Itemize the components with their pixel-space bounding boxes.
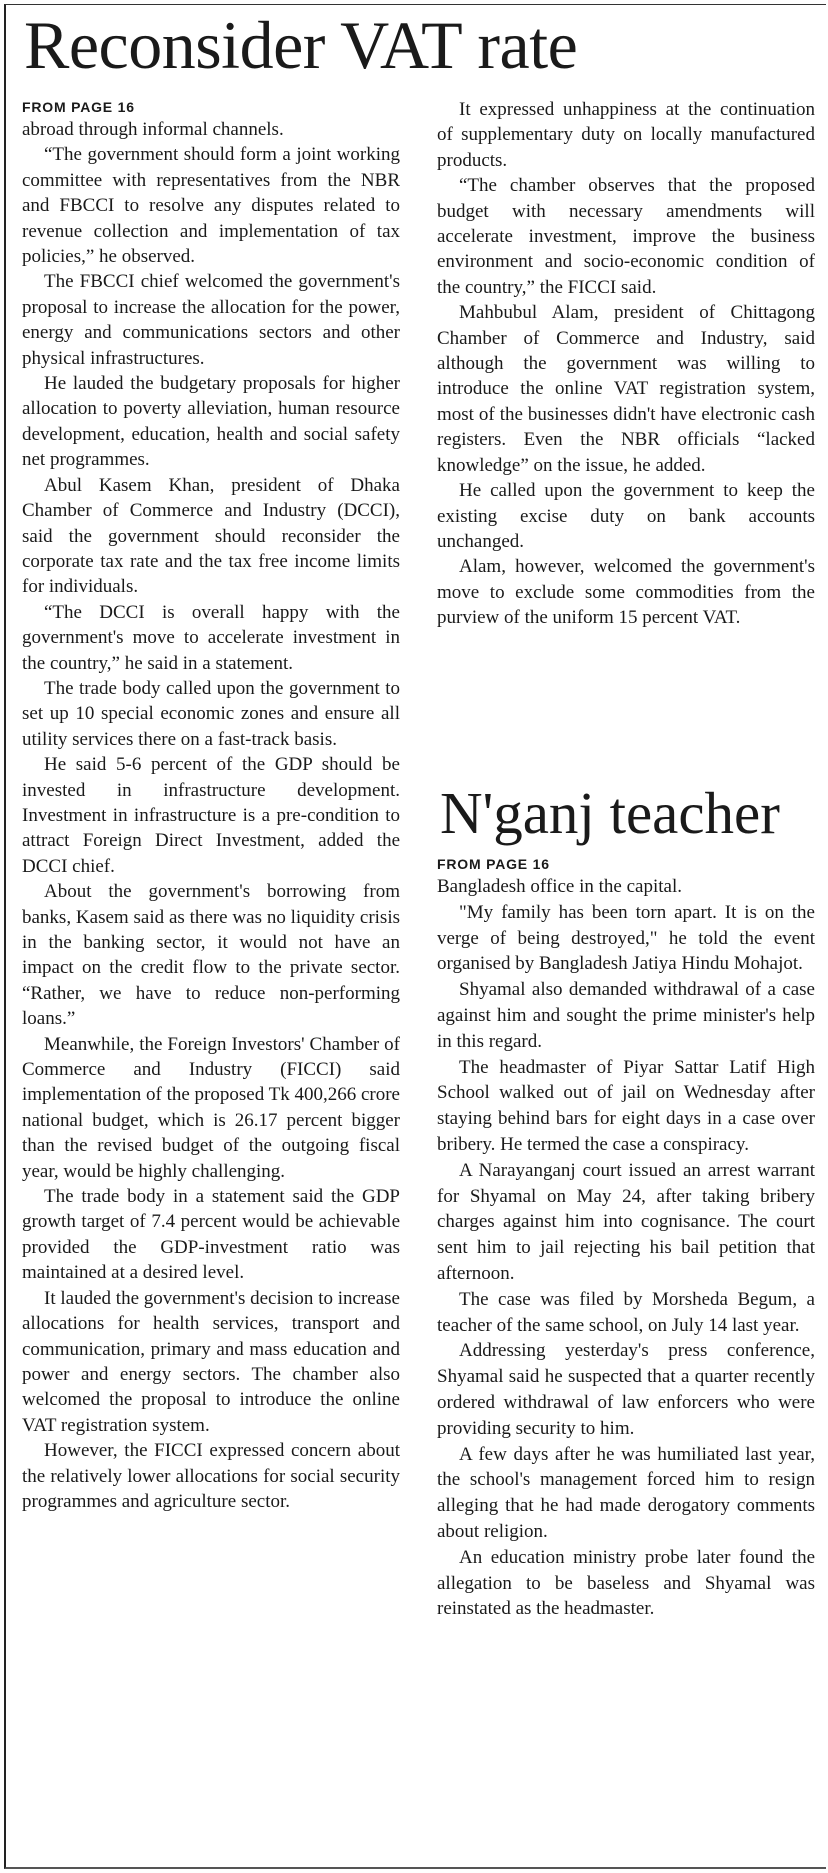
story1-paragraph: He said 5-6 percent of the GDP should be invested in infrastructure development. Investment in infrastructure is a pre-condition to attract Foreign Direct Investment, added the DCCI chief. [22,754,400,877]
story1-paragraph: Meanwhile, the Foreign Investors' Chamber of Commerce and Industry (FICCI) said implementation of the proposed Tk 400,266 crore national budget, which is 26.17 percent bigger than the revised budget of the outgoing fiscal year, would be highly challenging. [22,1033,400,1182]
story2-paragraph: The headmaster of Piyar Sattar Latif High School walked out of jail on Wednesday after staying behind bars for eight days in a case over bribery. He termed the case a conspiracy. [437,1056,815,1155]
story1-paragraph: “The DCCI is overall happy with the government's move to accelerate investment in the country,” he said in a statement. [22,601,400,674]
story2-paragraph: A few days after he was humiliated last year, the school's management forced him to resign alleging that he had made derogatory comments about religion. [437,1443,815,1542]
story2-paragraph: Shyamal also demanded withdrawal of a case against him and sought the prime minister's help in this regard. [437,979,815,1052]
story1-paragraph: The FBCCI chief welcomed the government's proposal to increase the allocation for the power, energy and communications sectors and other physical infrastructures. [22,271,400,369]
story2-headline: N'ganj teacher [440,780,780,846]
story2-column [437,855,815,1868]
story1-paragraph: Abul Kasem Khan, president of Dhaka Chamber of Commerce and Industry (DCCI), said the government should reconsider the corporate tax rate and the tax free income limits for individuals. [22,474,400,598]
story2-paragraph: Addressing yesterday's press conference, Shyamal said he suspected that a quarter recently ordered withdrawal of law enforcers who were providing security to him. [437,1340,815,1439]
story1-paragraph: abroad through informal channels. [22,119,284,140]
story1-from-page: FROM PAGE 16 [22,99,135,115]
story2-paragraph: A Narayanganj court issued an arrest warrant for Shyamal on May 24, after taking bribery charges against him into cognisance. The court sent him to jail rejecting his bail petition that afternoon. [437,1159,815,1284]
story1-column-right [437,97,815,767]
story2-paragraph: An education ministry probe later found the allegation to be baseless and Shyamal was reinstated as the headmaster. [437,1546,815,1620]
story2-paragraph: The case was filed by Morsheda Begum, a teacher of the same school, on July 14 last year. [437,1288,815,1336]
story2-paragraph: Bangladesh office in the capital. [437,876,682,897]
story2-paragraph: "My family has been torn apart. It is on the verge of being destroyed," he told the event organised by Bangladesh Jatiya Hindu Mohajot. [437,901,815,975]
story1-paragraph: However, the FICCI expressed concern about the relatively lower allocations for social security programmes and agriculture sector. [22,1440,400,1512]
story1-paragraph: He called upon the government to keep the existing excise duty on bank accounts unchanged. [437,480,815,552]
story1-paragraph: Mahbubul Alam, president of Chittagong Chamber of Commerce and Industry, said although the government was willing to introduce the online VAT registration system, most of the businesses didn't have electronic cash registers. Even the NBR officials “lacked knowledge” on the issue, he added. [437,302,815,476]
story1-paragraph: The trade body called upon the government to set up 10 special economic zones and ensure all utility services there on a fast-track basis. [22,677,400,750]
story1-paragraph: It lauded the government's decision to increase allocations for health services, transport and communication, primary and mass education and power and energy sectors. The chamber also welcomed the proposal to introduce the online VAT registration system. [22,1287,400,1436]
story1-paragraph: It expressed unhappiness at the continuation of supplementary duty on locally manufactured products. [437,99,815,171]
story1-paragraph: Alam, however, welcomed the government's move to exclude some commodities from the purview of the uniform 15 percent VAT. [437,556,815,629]
story1-column-left [22,98,400,1868]
story2-from-page: FROM PAGE 16 [437,856,550,872]
story1-paragraph: About the government's borrowing from banks, Kasem said as there was no liquidity crisis in the banking sector, it would not have an impact on the credit flow to the private sector. “Rather, we have to reduce non-performing loans.” [22,881,400,1030]
story1-headline: Reconsider VAT rate [24,7,578,83]
story1-paragraph: He lauded the budgetary proposals for higher allocation to poverty alleviation, human resource development, education, health and social safety net programmes. [22,373,400,471]
story1-paragraph: “The government should form a joint working committee with representatives from the NBR and FBCCI to resolve any disputes related to revenue collection and implementation of tax policies,” he observed. [22,144,400,268]
story1-paragraph: The trade body in a statement said the GDP growth target of 7.4 percent would be achievable provided the GDP-investment ratio was maintained at a desired level. [22,1186,400,1284]
story1-paragraph: “The chamber observes that the proposed budget with necessary amendments will accelerate investment, improve the business environment and socio-economic condition of the country,” the FICCI said. [437,175,815,298]
